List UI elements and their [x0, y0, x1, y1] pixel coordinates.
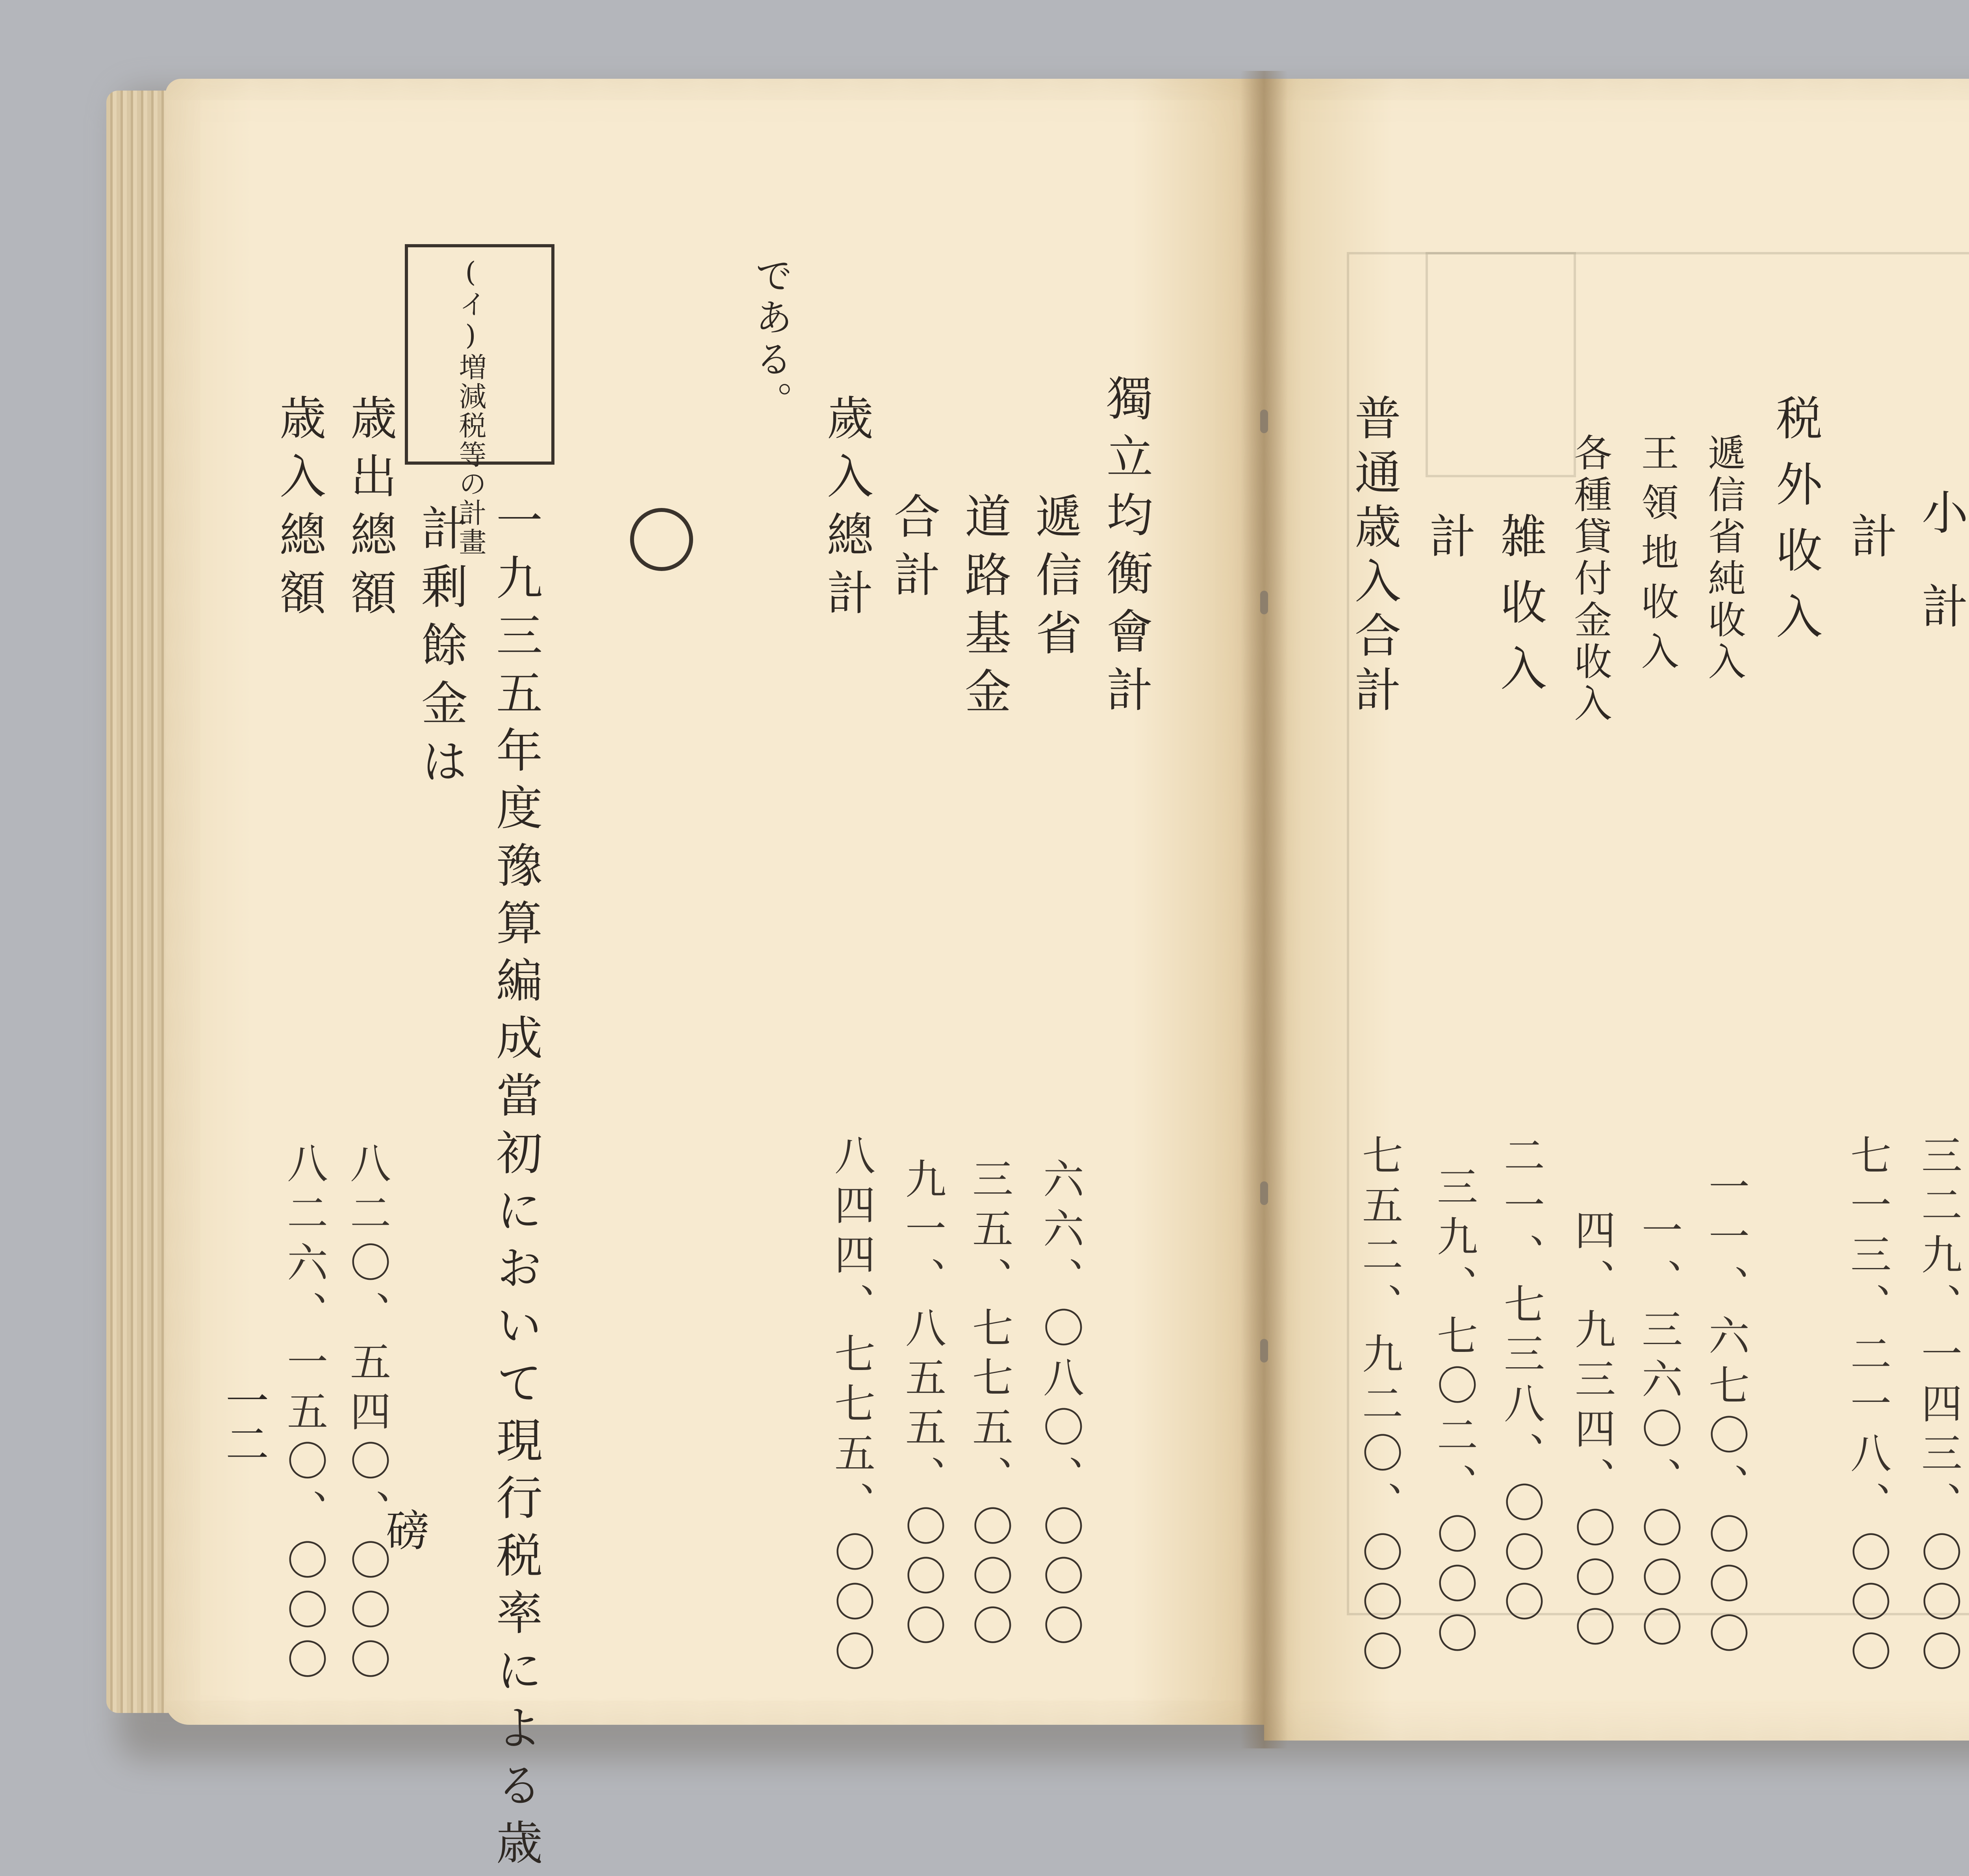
right-row-value: 四、九三四、〇〇〇 [1568, 1209, 1616, 1655]
right-row-label: 王領地收入 [1635, 433, 1679, 681]
right-row-label: 計 [1422, 512, 1476, 570]
right-row-value: 七五二、九二〇、〇〇〇 [1355, 1134, 1403, 1680]
left-page [165, 79, 1264, 1725]
right-row-value: 一一、六七〇、〇〇〇 [1702, 1166, 1750, 1662]
left-closing-text: である。 [749, 256, 793, 423]
right-row-value: 七一三、二一八、〇〇〇 [1843, 1134, 1891, 1680]
left-row-value: 八二〇、五四〇、〇〇〇 [343, 1142, 391, 1688]
right-row-value: 一、三六〇、〇〇〇 [1635, 1209, 1683, 1655]
right-row-label: 雑收入 [1493, 512, 1547, 710]
right-row-label: 各種貸付金收入 [1568, 433, 1612, 725]
bleed-through-box [1426, 252, 1576, 477]
right-row-label: 税外收入 [1768, 394, 1823, 658]
left-item-label: 遞信省 [1028, 492, 1082, 667]
right-row-value: 二一、七三八、〇〇〇 [1497, 1134, 1545, 1630]
binding-stitch [1260, 1339, 1268, 1363]
right-row-label: 普通歳入合計 [1347, 394, 1401, 720]
binding-stitch [1260, 410, 1268, 433]
circle-mark [630, 508, 693, 571]
left-sentence-2: 計剰餘金は [413, 504, 468, 795]
book-gutter [1240, 71, 1288, 1748]
left-page-number: 一二 [219, 1378, 269, 1465]
left-unit: 磅 [386, 1506, 429, 1556]
left-item-value: 六六、〇八〇、〇〇〇 [1036, 1158, 1084, 1654]
right-row-label: 小計 [1914, 488, 1968, 676]
left-row-label: 歳出總額 [343, 394, 397, 627]
left-item-label: 歲入總計 [819, 394, 873, 627]
left-sentence-1: 一九三五年度豫算編成當初において現行税率による歳 [488, 496, 543, 1876]
left-item-value: 八四四、七七五、〇〇〇 [827, 1134, 875, 1680]
binding-stitch [1260, 1181, 1268, 1205]
left-item-label: 合計 [886, 492, 940, 609]
right-row-label: 遞信省純收入 [1702, 433, 1746, 684]
right-row-value: 三二九、一四三、〇〇〇 [1914, 1134, 1962, 1680]
left-item-value: 九一、八五五、〇〇〇 [898, 1158, 946, 1654]
left-item-label: 獨立均衡會計 [1099, 374, 1153, 724]
section-label: (イ)増減税等の計畫 [454, 256, 487, 557]
binding-stitch [1260, 591, 1268, 614]
left-row-label: 歳入總額 [272, 394, 326, 627]
right-row-label: 計 [1843, 512, 1897, 570]
left-row-value: 八二六、一五〇、〇〇〇 [280, 1142, 328, 1688]
right-row-value: 三九、七〇二、〇〇〇 [1430, 1166, 1478, 1662]
left-item-value: 三五、七七五、〇〇〇 [965, 1158, 1013, 1654]
left-item-label: 道路基金 [957, 492, 1011, 725]
